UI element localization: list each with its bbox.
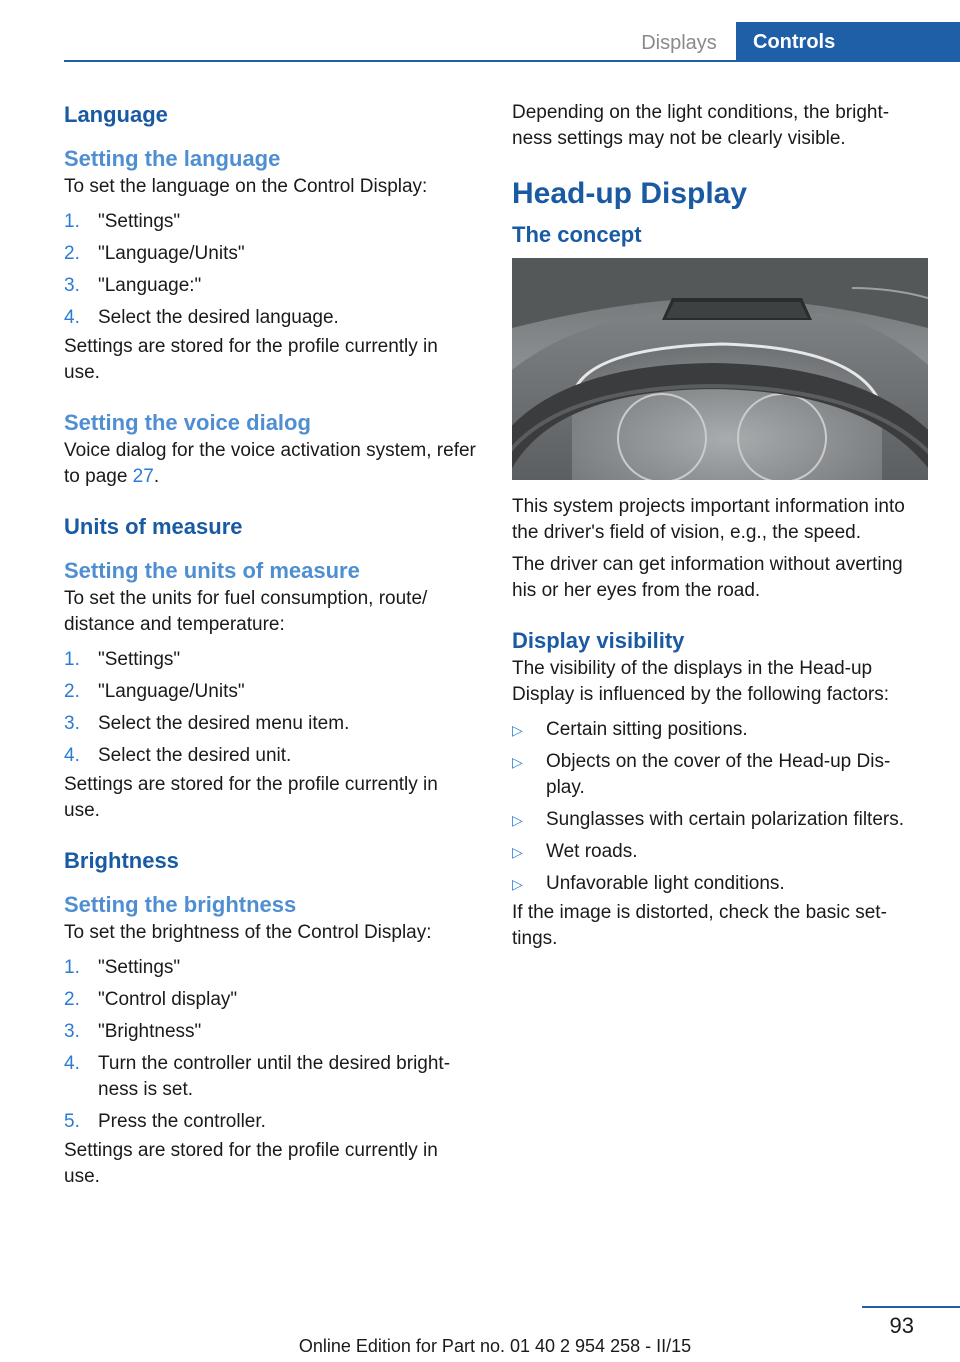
step-text: "Language:" [98,275,202,296]
list-item [64,984,476,1016]
list-item [512,804,932,836]
visibility-factors [512,714,932,900]
triangle-bullet-icon: ▷ [512,812,523,828]
factor-text: Sunglasses with certain polarization filters. [546,809,905,830]
step-text: Turn the controller until the desired bright‐ ness is set. [98,1053,451,1100]
header-rule [64,60,960,62]
list-item [64,270,476,302]
step-text: "Language/Units" [98,243,245,264]
list-item [64,1106,476,1138]
step-number: 2. [64,989,80,1010]
concept-paragraph-2: The driver can get information without averting his or her eyes from the road. [512,554,903,601]
setting-language-intro: To set the language on the Control Display: [64,176,428,197]
footer-rule [862,1306,960,1308]
heading-brightness: Brightness [64,848,179,873]
step-number: 3. [64,713,80,734]
head-up-display-dashboard-illustration [512,258,928,480]
factor-text: Wet roads. [546,841,638,862]
voice-text: Voice dialog for the voice activation system, refer to page [64,440,476,487]
visibility-intro: The visibility of the displays in the Head-up Display is influenced by the following factors: [512,658,890,705]
step-number: 3. [64,1021,80,1042]
list-item [64,676,476,708]
list-item [64,708,476,740]
list-item [64,1016,476,1048]
step-text: "Control display" [98,989,238,1010]
triangle-bullet-icon: ▷ [512,844,523,860]
units-intro: To set the units for fuel consumption, route/ distance and temperature: [64,588,428,635]
list-item [64,206,476,238]
list-item [64,952,476,984]
step-number: 5. [64,1111,80,1132]
list-item [512,868,932,900]
units-steps [64,644,476,772]
brightness-continued: Depending on the light conditions, the bright‐ ness settings may not be clearly visible. [512,102,890,149]
list-item [64,302,476,334]
step-text: "Settings" [98,957,181,978]
list-item [512,714,932,746]
list-item [64,238,476,270]
left-column [64,100,476,1190]
triangle-bullet-icon: ▷ [512,754,523,770]
step-number: 4. [64,307,80,328]
brightness-steps [64,952,476,1138]
heading-voice-dialog: Setting the voice dialog [64,410,311,435]
units-note: Settings are stored for the profile currently in use. [64,774,438,821]
list-item [512,746,932,804]
page-reference-link[interactable]: 27 [132,466,154,487]
heading-language: Language [64,102,168,127]
heading-display-visibility: Display visibility [512,628,685,653]
footer-edition: Online Edition for Part no. 01 40 2 954 258 - II/15 [298,1336,692,1356]
step-text: "Settings" [98,211,181,232]
right-column [512,100,932,952]
tab-displays[interactable]: Displays [641,31,717,54]
step-number: 2. [64,681,80,702]
step-number: 3. [64,275,80,296]
step-text: Select the desired language. [98,307,339,328]
step-number: 1. [64,649,80,670]
list-item [64,1048,476,1106]
factor-text: Certain sitting positions. [546,719,748,740]
voice-dialog-text [64,438,476,490]
page-number: 93 [889,1313,914,1338]
step-number: 4. [64,745,80,766]
factor-text: Objects on the cover of the Head-up Dis‐ play. [546,751,891,798]
factor-text: Unfavorable light conditions. [546,873,785,894]
step-text: "Settings" [98,649,181,670]
heading-setting-units: Setting the units of measure [64,558,360,583]
step-text: Select the desired unit. [98,745,292,766]
heading-setting-brightness: Setting the brightness [64,892,297,917]
language-steps [64,206,476,334]
step-text: Select the desired menu item. [98,713,350,734]
heading-setting-language: Setting the language [64,146,281,171]
brightness-note: Settings are stored for the profile currently in use. [64,1140,438,1187]
step-number: 4. [64,1053,80,1074]
list-item [64,740,476,772]
step-text: Press the controller. [98,1111,266,1132]
triangle-bullet-icon: ▷ [512,722,523,738]
step-number: 1. [64,211,80,232]
distorted-note: If the image is distorted, check the basic set‐ tings. [512,902,887,949]
heading-head-up-display: Head-up Display [512,177,748,210]
step-number: 1. [64,957,80,978]
heading-units: Units of measure [64,514,243,539]
triangle-bullet-icon: ▷ [512,876,523,892]
list-item [64,644,476,676]
concept-paragraph-1: This system projects important information into the driver's field of vision, e.g., the speed. [512,496,905,543]
step-number: 2. [64,243,80,264]
brightness-intro: To set the brightness of the Control Display: [64,922,432,943]
voice-text-end: . [153,466,160,487]
language-note: Settings are stored for the profile currently in use. [64,336,438,383]
list-item [512,836,932,868]
step-text: "Language/Units" [98,681,245,702]
heading-concept: The concept [512,222,642,247]
tab-controls[interactable]: Controls [736,22,960,62]
step-text: "Brightness" [98,1021,202,1042]
